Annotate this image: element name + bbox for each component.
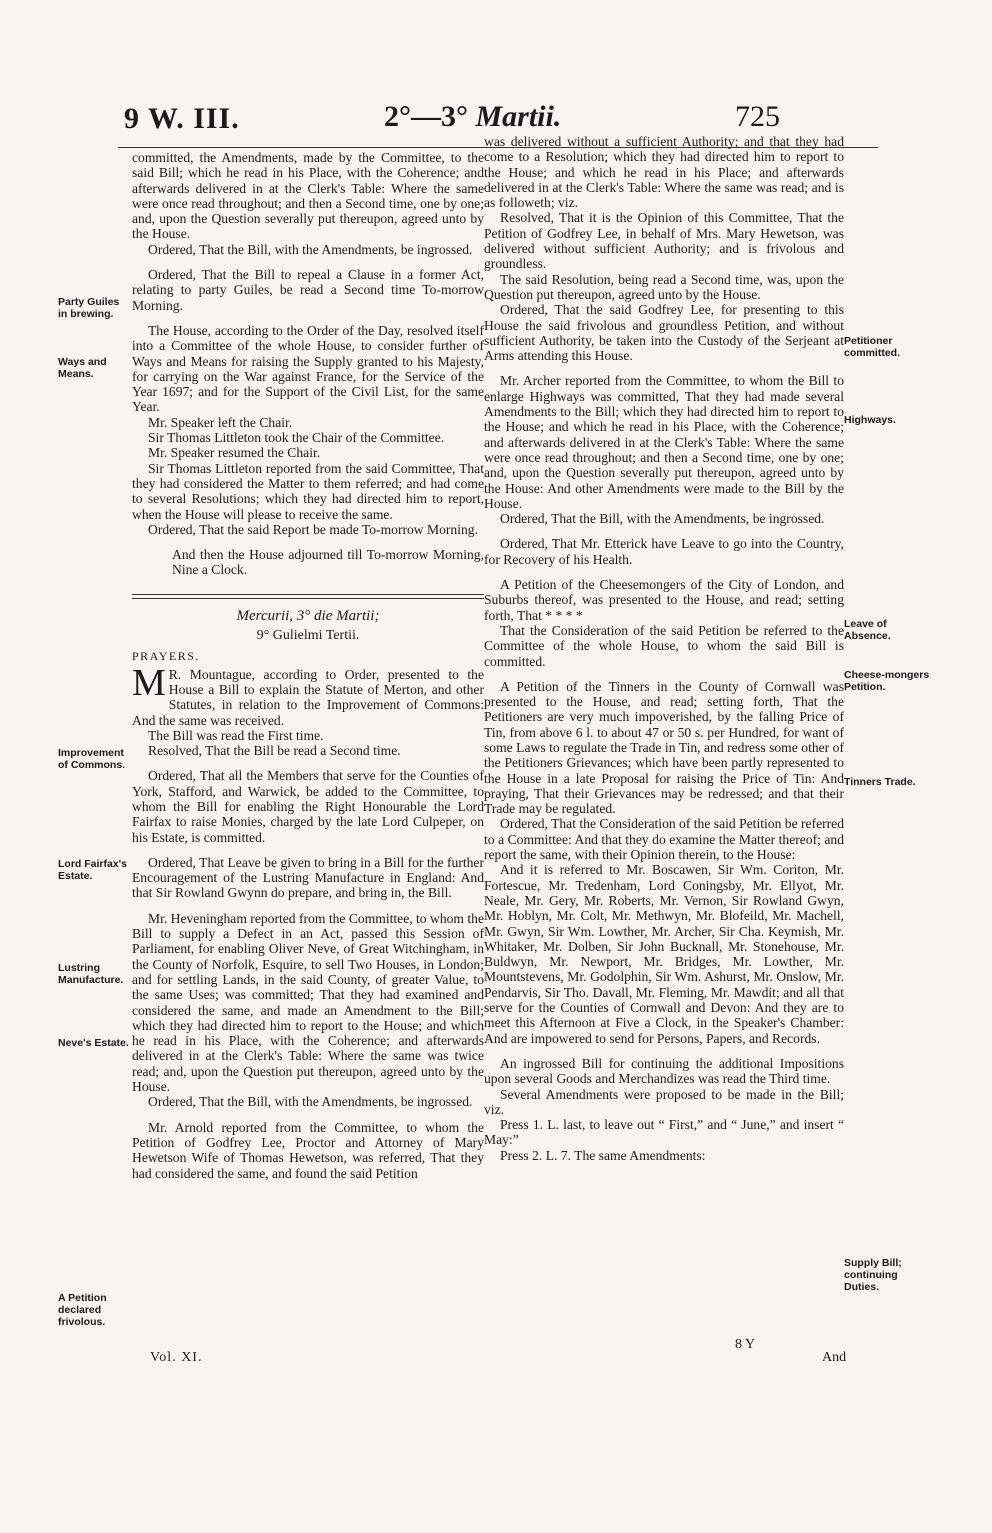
- margin-note-lustring: Lustring Manufacture.: [58, 962, 124, 986]
- date-heading: [384, 100, 561, 134]
- day-heading-text: Mercurii, 3° die Martii;: [236, 607, 380, 624]
- margin-note-highways: Highways.: [844, 414, 896, 426]
- paragraph: Resolved, That the Bill be read a Second time.: [148, 743, 401, 759]
- paragraph: Ordered, That the Bill, with the Amendments, be ingrossed.: [148, 1094, 473, 1110]
- paragraph: Mr. Speaker left the Chair.: [148, 414, 293, 430]
- adjournment: And then the House adjourned till To-morrow Morning, Nine a Clock.: [172, 547, 484, 578]
- signature-mark: 8 Y: [735, 1337, 756, 1352]
- paragraph: committed, the Amendments, made by the Committee, to the said Bill; which he read in his Place, with the Coherence; and afterwards delivered in at the Clerk's Table: Where the same were once read throughout; and then a Second time, one by one; and, upon the Question severally put thereupon, agreed unto by the House.: [132, 150, 484, 242]
- paragraph: A Petition of the Cheesemongers of the City of London, and Suburbs thereof, was presented to the House, and read; setting forth, That * * * *: [484, 577, 844, 623]
- paragraph-text: R. Mountague, according to Order, presented to the House a Bill to explain the Statute of Merton, and other Statutes, in relation to the Improvement of Commons: And the same was received.: [132, 666, 484, 728]
- paragraph: A Petition of the Tinners in the County of Cornwall was presented to the House, and read; setting forth, That the Petitioners are very much impoverished, by the falling Price of Tin, from above 6 l. to about 47 or 50 s. per Hundred, for want of some Laws to regulate the Trade in Tin, and redress some other of the Petitioners Grievances; which have been partly represented to the House in a late Proposal for raising the Price of Tin: And praying, That their Grievances may be redressed; and that their Trade may be regulated.: [484, 678, 844, 817]
- margin-note-petitioner-committed: Petitioner committed.: [844, 335, 901, 359]
- regnal-year-heading: 9 W. III.: [124, 102, 240, 135]
- paragraph: was delivered without a sufficient Authority; and that they had come to a Resolution; which they had directed him to report to the House; and which he read in his Place; and afterwards delivered in at the Clerk's Table: Where the same was read; and is as followeth; viz.: [484, 134, 844, 211]
- prayers-heading: PRAYERS.: [132, 649, 200, 664]
- margin-note-petition-frivolous: A Petition declared frivolous.: [58, 1292, 107, 1328]
- paragraph: Ordered, That the Bill to repeal a Clause in a former Act, relating to party Guiles, be read a Second time To-morrow Morning.: [132, 267, 484, 313]
- paragraph: Press 1. L. last, to leave out “ First,” and “ June,” and insert “ May:”: [484, 1117, 844, 1148]
- left-column: [132, 150, 484, 1181]
- section-rule: [132, 594, 484, 599]
- paragraph: That the Consideration of the said Petition be referred to the Committee of the whole House, to whom the said Bill is committed.: [484, 622, 844, 669]
- paragraph: Resolved, That it is the Opinion of this Committee, That the Petition of Godfrey Lee, in behalf of Mrs. Mary Hewetson, was delivered without sufficient Authority; and is frivolous and groundless.: [484, 210, 844, 272]
- margin-note-cheesemongers: Cheese-mongers Petition.: [844, 669, 930, 693]
- paragraph: Ordered, That all the Members that serve for the Counties of York, Stafford, and Warwick, be added to the Committee, to whom the Bill for enabling the Right Honourable the Lord Fairfax to raise Monies, charged by the late Lord Culpeper, on his Estate, is committed.: [132, 768, 484, 845]
- margin-note-ways-means: Ways and Means.: [58, 356, 107, 380]
- paragraph: [132, 661, 484, 728]
- right-column: [484, 134, 844, 1163]
- margin-note-fairfax: Lord Fairfax's Estate.: [58, 858, 128, 882]
- margin-note-leave-absence: Leave of Absence.: [844, 618, 891, 642]
- day-heading: [132, 609, 484, 624]
- paragraph: Sir Thomas Littleton reported from the said Committee, That they had considered the Matter to them referred; and had come to several Resolutions; which they had directed him to report, when the House will please to receive the same.: [132, 460, 484, 522]
- volume-footer: Vol. XI.: [150, 1350, 203, 1365]
- paragraph: Mr. Arnold reported from the Committee, to whom the Petition of Godfrey Lee, Proctor and Attorney of Mary Hewetson Wife of Thomas Hewetson, was referred, That they had considered the same, and found the said Petition: [132, 1119, 484, 1181]
- paragraph: Ordered, That the Bill, with the Amendments, be ingrossed.: [500, 511, 825, 527]
- page-number: 725: [735, 100, 780, 133]
- margin-note-tinners: Tinners Trade.: [844, 776, 916, 788]
- date-range: 2°—3°: [384, 100, 468, 133]
- paragraph: Ordered, That the said Report be made To-morrow Morning.: [148, 521, 478, 537]
- paragraph: Several Amendments were proposed to be made in the Bill; viz.: [484, 1086, 844, 1117]
- paragraph: Sir Thomas Littleton took the Chair of the Committee.: [148, 430, 445, 446]
- margin-note-neve: Neve's Estate.: [58, 1037, 129, 1049]
- paragraph: Mr. Speaker resumed the Chair.: [148, 445, 321, 461]
- paragraph: Ordered, That the said Godfrey Lee, for presenting to this House the said frivolous and groundless Petition, and without sufficient Authority, be taken into the Custody of the Serjeant at Arms attending this House.: [484, 302, 844, 364]
- paragraph: Ordered, That the Bill, with the Amendments, be ingrossed.: [148, 241, 473, 257]
- paragraph: Press 2. L. 7. The same Amendments:: [500, 1147, 706, 1163]
- paragraph: The House, according to the Order of the Day, resolved itself into a Committee of the whole House, to consider further of Ways and Means for raising the Supply granted to his Majesty, for carrying on the War against France, for the Service of the Year 1697; and for the Support of the Civil List, for the same Year.: [132, 322, 484, 415]
- paragraph: Mr. Archer reported from the Committee, to whom the Bill to enlarge Highways was committed, That they had made several Amendments to the Bill; which they had directed him to report to the House; and which he read in his Place, with the Coherence; and afterwards delivered in at the Clerk's Table: Where the same were once read throughout; and then a Second time, one by one; and, upon the Question severally put thereupon, agreed unto by the House: And other Amendments were made to the Bill by the House.: [484, 373, 844, 511]
- paragraph: Mr. Heveningham reported from the Committee, to whom the Bill to supply a Defect in an Act, passed this Session of Parliament, for enabling Oliver Neve, of Great Witchingham, in the County of Norfolk, Esquire, to sell Two Houses, in London; and for settling Lands, in the said County, of greater Value, to the same Uses; was committed; That they had examined and considered the same, and made an Amendment to the Bill; which they had directed him to report to the House; and which he read in his Place, with the Coherence; and afterwards delivered in at the Clerk's Table: Where the same was twice read; and, upon the Question put thereupon, agreed unto by the House.: [132, 910, 484, 1095]
- margin-note-improvement: Improvement of Commons.: [58, 747, 126, 771]
- paragraph: Ordered, That Leave be given to bring in a Bill for the further Encouragement of the Lustring Manufacture in England: And that Sir Rowland Gwynn do prepare, and bring in, the Bill.: [132, 854, 484, 901]
- margin-note-party-guiles: Party Guiles in brewing.: [58, 296, 120, 320]
- regnal-subheading: 9° Gulielmi Tertii.: [256, 628, 360, 644]
- paragraph: The Bill was read the First time.: [148, 727, 324, 743]
- paragraph: Ordered, That the Consideration of the said Petition be referred to a Committee: And that they do examine the Matter thereof; and report the same, with their Opinion therein, to the House:: [484, 816, 845, 863]
- paragraph: The said Resolution, being read a Second time, was, upon the Question put thereupon, agreed unto by the House.: [484, 271, 844, 302]
- margin-note-supply-bill: Supply Bill; continuing Duties.: [844, 1257, 902, 1293]
- paragraph: An ingrossed Bill for continuing the additional Impositions upon several Goods and Merchandizes was read the Third time.: [484, 1055, 844, 1087]
- month-name: Martii.: [475, 100, 562, 133]
- paragraph: And it is referred to Mr. Boscawen, Sir Wm. Coriton, Mr. Fortescue, Mr. Tredenham, Lord Coningsby, Mr. Ellyot, Mr. Neale, Mr. Gery, Mr. Roberts, Mr. Vernon, Sir Rowland Gwyn, Mr. Hoblyn, Mr. Colt, Mr. Methwyn, Mr. Blofeild, Mr. Machell, Mr. Gwyn, Sir Wm. Lowther, Mr. Archer, Sir Cha. Keymish, Mr. Whitaker, Mr. Dolben, Sir John Bucknall, Mr. Stonehouse, Mr. Buldwyn, Mr. Newport, Mr. Bridges, Mr. Lowther, Mr. Mountstevens, Mr. Godolphin, Sir Wm. Ashurst, Mr. Onslow, Mr. Pendarvis, Sir Tho. Davall, Mr. Fleming, Mr. Mawdit; and all that serve for the Counties of Cornwall and Devon: And they are to meet this Afternoon at Five a Clock, in the Speaker's Chamber: And are impowered to send for Persons, Papers, and Records.: [484, 862, 844, 1046]
- catchword: And: [822, 1350, 847, 1365]
- paragraph: Ordered, That Mr. Etterick have Leave to go into the Country, for Recovery of his Health.: [484, 536, 844, 567]
- drop-cap: M: [132, 661, 166, 704]
